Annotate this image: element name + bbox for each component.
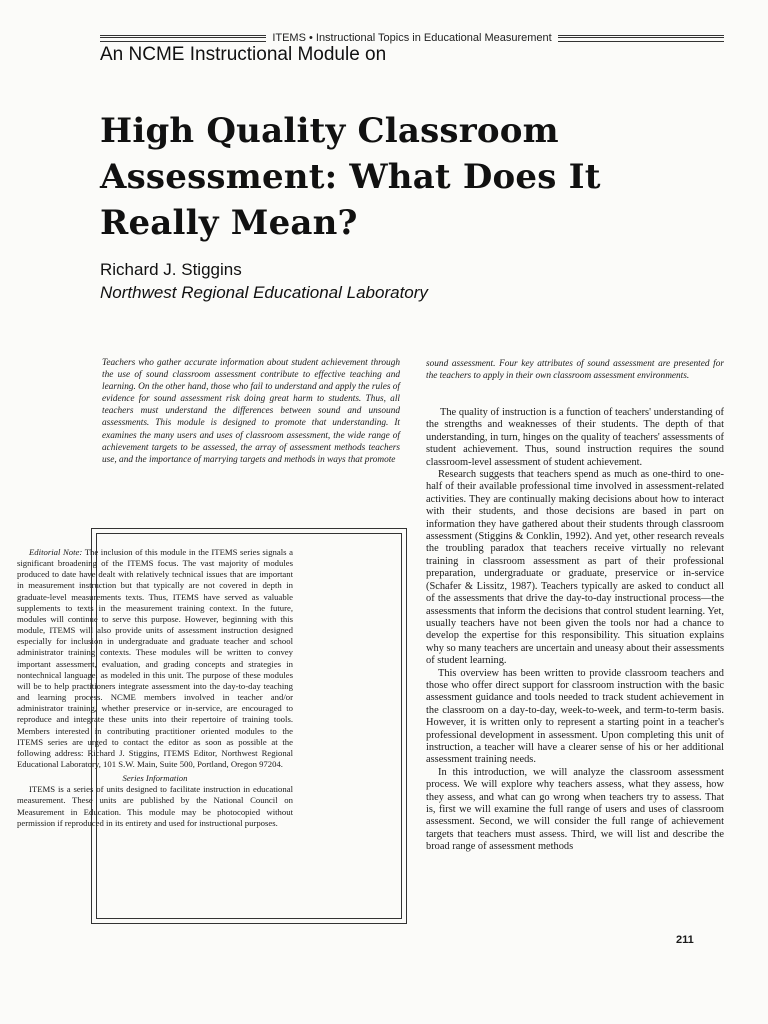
author-name: Richard J. Stiggins: [100, 260, 242, 279]
abstract-part-1: Teachers who gather accurate information about student achievement through the use of sound classroom assessment contribute to effective teaching and learning. On the other hand, those who fail to understand and apply the rules of evidence for sound assessment risk doing great harm to students. Thus, all teachers must understand the differences between sound and unsound assessments. This module is designed to promote that understanding. It examines the many users and uses of classroom assessment, the wide range of achievement targets to be assessed, the array of assessment methods teachers use, and the importance of marrying targets and methods in ways that promote: [102, 358, 400, 465]
page-number: 211: [676, 934, 694, 946]
editorial-note-paragraph: [17, 547, 293, 770]
body-paragraph-2: Research suggests that teachers spend as much as one-third to one-half of their available professional time involved in assessment-related activities. They are continually making decisions about how to interact with their students, and those decisions are based in part on information they have gathered about their students through classroom assessment (Stiggins & Conklin, 1992). And yet, other research reveals the troubling paradox that teachers receive virtually no relevant training in classroom assessment as part of their professional preparation, undergraduate or graduate, preservice or in-service (Schafer & Lissitz, 1987). Teachers typically are asked to conduct all of the assessments that drive the day-to-day instructional process—the assessments that inform the decisions that control student learning. Yet, usually teachers have not been given the tools nor had a chance to develop the expertise for this responsibility. This situation explains why so many teachers are uncertain and uneasy about their assessments of student learning.: [426, 469, 724, 667]
abstract-part-2: sound assessment. Four key attributes of sound assessment are presented for the teachers to apply in their own classroom assessment environments.: [426, 359, 724, 381]
module-prefix: An NCME Instructional Module on: [100, 44, 387, 65]
body-paragraph-3: This overview has been written to provide classroom teachers and those who offer direct support for classroom instruction with the basic assessment guidance and tools needed to track student achievement in the classroom on a day-to-day, week-to-week, and term-to-term basis. However, it is written only to represent a starting point in a teacher's professional development in assessment. Upon completing this unit of instruction, a teacher will have a clearer sense of his or her additional assessment training needs.: [426, 667, 724, 766]
series-info-text: ITEMS is a series of units designed to facilitate instruction in educational measurement. These units are published by the National Council on Measurement in Education. This module may be photocopied without permission if reproduced in its entirety and used for instructional purposes.: [17, 784, 293, 828]
series-info-heading: Series Information: [122, 773, 188, 784]
author-affiliation: Northwest Regional Educational Laboratory: [100, 283, 428, 302]
editorial-note-label: Editorial Note:: [29, 547, 83, 557]
article-title: High Quality Classroom Assessment: What Does It Really Mean?: [100, 111, 601, 243]
header-rule-left: [100, 35, 266, 42]
editorial-note-text: The inclusion of this module in the ITEMS series signals a significant broadening of the ITEMS focus. The vast majority of modules produced to date have dealt with relatively technical issues that are important in measurement instruction but that typically are not covered in depth in graduate-level measurements texts. Thus, ITEMS have served as valuable supplements to texts in the measurement training context. In the future, modules will continue to serve this purpose. However, beginning with this module, ITEMS will also provide units of assessment instruction designed especially for inclusion in undergraduate and graduate teacher and school administrator training contexts. These modules will be written to convey important assessment, evaluation, and grading concepts and strategies in nontechnical language, as modeled in this unit. The purpose of these modules will be to help practitioners integrate assessment into the day-to-day teaching and learning process. NCME members involved in teacher and/or administrator training, whether preservice or in-service, are encouraged to reproduce and integrate these units into their repertoire of training tools. Members interested in contributing practitioner oriented modules to the ITEMS series are urged to contact the editor as soon as possible at the following address: Richard J. Stiggins, ITEMS Editor, Northwest Regional Educational Laboratory, 101 S.W. Main, Suite 500, Portland, Oregon 97204.: [17, 547, 293, 769]
header-rule-right: [558, 35, 724, 42]
editorial-note: [17, 547, 293, 829]
body-paragraph-1: The quality of instruction is a function of teachers' understanding of the strengths and weaknesses of their students. The depth of that understanding, in turn, hinges on the quality of teachers' assessments of student achievement. Thus, sound instruction requires the sound classroom-level assessment of student achievement.: [426, 407, 724, 468]
body-paragraph-4: In this introduction, we will analyze the classroom assessment process. We will explore why teachers assess, what they assess, how they assess, and what can go wrong when teachers try to assess. That is, first we will examine the full range of users and uses of classroom assessment. Second, we will consider the full range of achievement targets that teachers must assess. Third, we will list and describe the broad range of assessment methods: [426, 766, 724, 853]
article-body: [426, 407, 724, 854]
running-header-text: ITEMS • Instructional Topics in Educational Measurement: [272, 32, 552, 44]
